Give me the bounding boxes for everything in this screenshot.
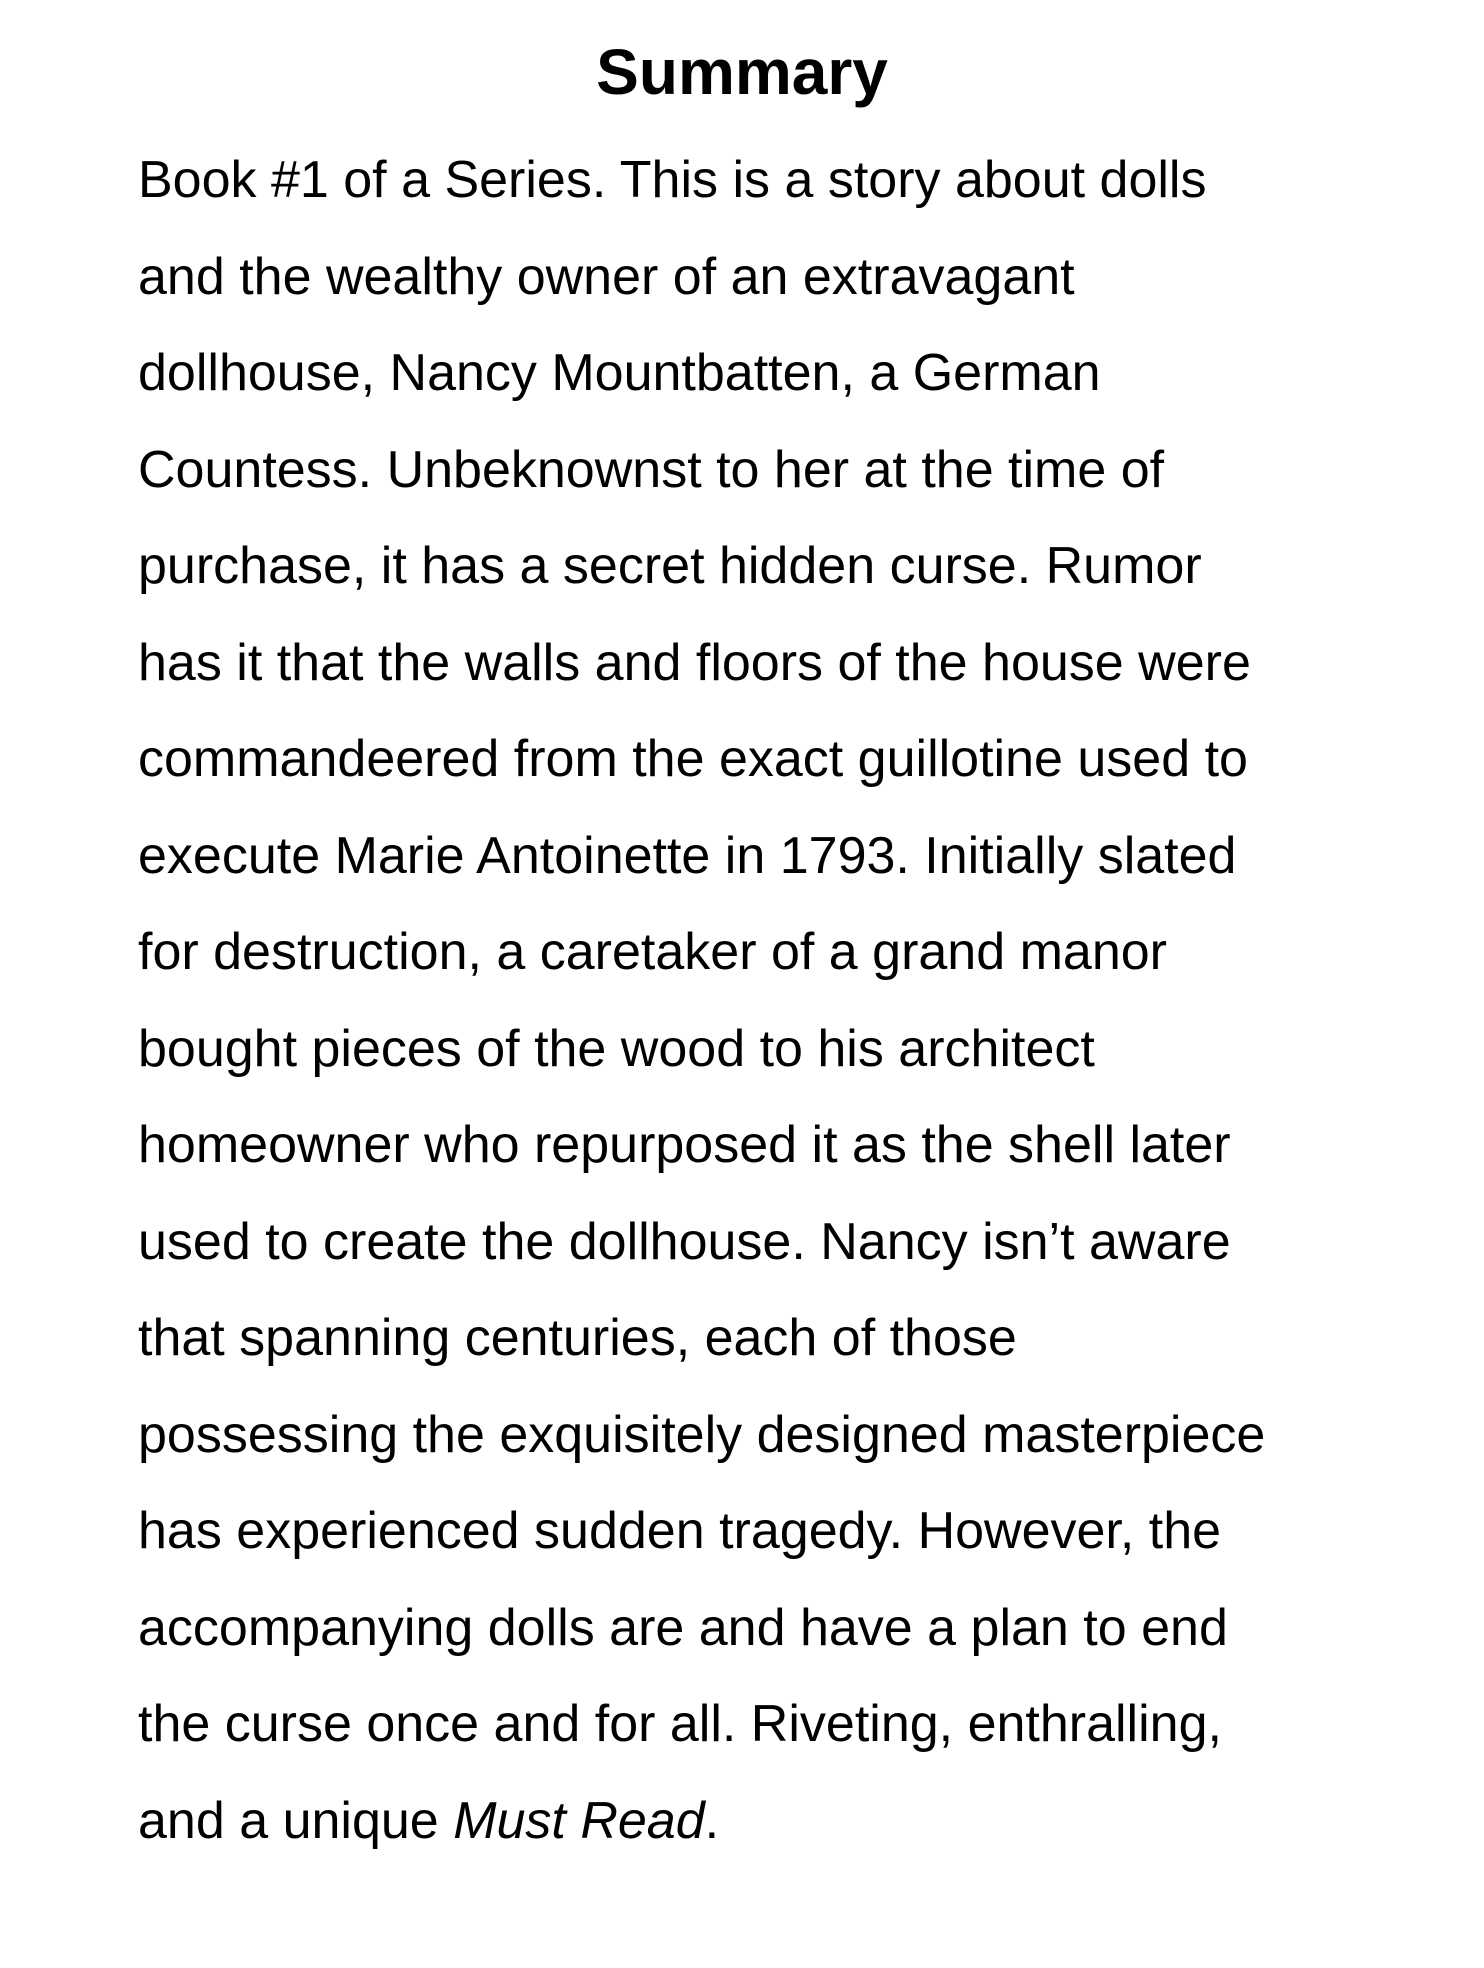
last-line-prefix: and a unique: [138, 1791, 454, 1850]
summary-line: Countess. Unbeknownst to her at the time of: [138, 440, 1165, 499]
must-read-emphasis: Must Read: [453, 1791, 705, 1850]
summary-line: dollhouse, Nancy Mountbatten, a German: [138, 344, 1101, 402]
summary-line: used to create the dollhouse. Nancy isn’t aware: [138, 1212, 1231, 1271]
summary-line: execute Marie Antoinette in 1793. Initially slated: [138, 826, 1237, 885]
summary-line: has it that the walls and floors of the house were: [138, 633, 1251, 692]
summary-line: accompanying dolls are and have a plan to end: [138, 1598, 1228, 1657]
summary-line: possessing the exquisitely designed masterpiece: [138, 1405, 1266, 1464]
summary-line: homeowner who repurposed it as the shell later: [138, 1116, 1231, 1174]
summary-line: Book #1 of a Series. This is a story about dolls: [138, 151, 1207, 209]
summary-line: for destruction, a caretaker of a grand manor: [138, 923, 1167, 981]
summary-line: purchase, it has a secret hidden curse. Rumor: [138, 537, 1202, 595]
summary-line: commandeered from the exact guillotine used to: [138, 730, 1248, 788]
summary-line: the curse once and for all. Riveting, enthralling,: [138, 1695, 1222, 1753]
summary-line: has experienced sudden tragedy. However, the: [138, 1502, 1222, 1560]
summary-body: [138, 132, 1458, 1869]
last-line-suffix: .: [704, 1791, 720, 1850]
summary-line: that spanning centuries, each of those: [138, 1309, 1017, 1367]
summary-line: bought pieces of the wood to his architect: [138, 1019, 1095, 1078]
page-title: Summary: [596, 36, 888, 108]
summary-line: and the wealthy owner of an extravagant: [138, 247, 1075, 306]
summary-last-line: [138, 1773, 1458, 1870]
